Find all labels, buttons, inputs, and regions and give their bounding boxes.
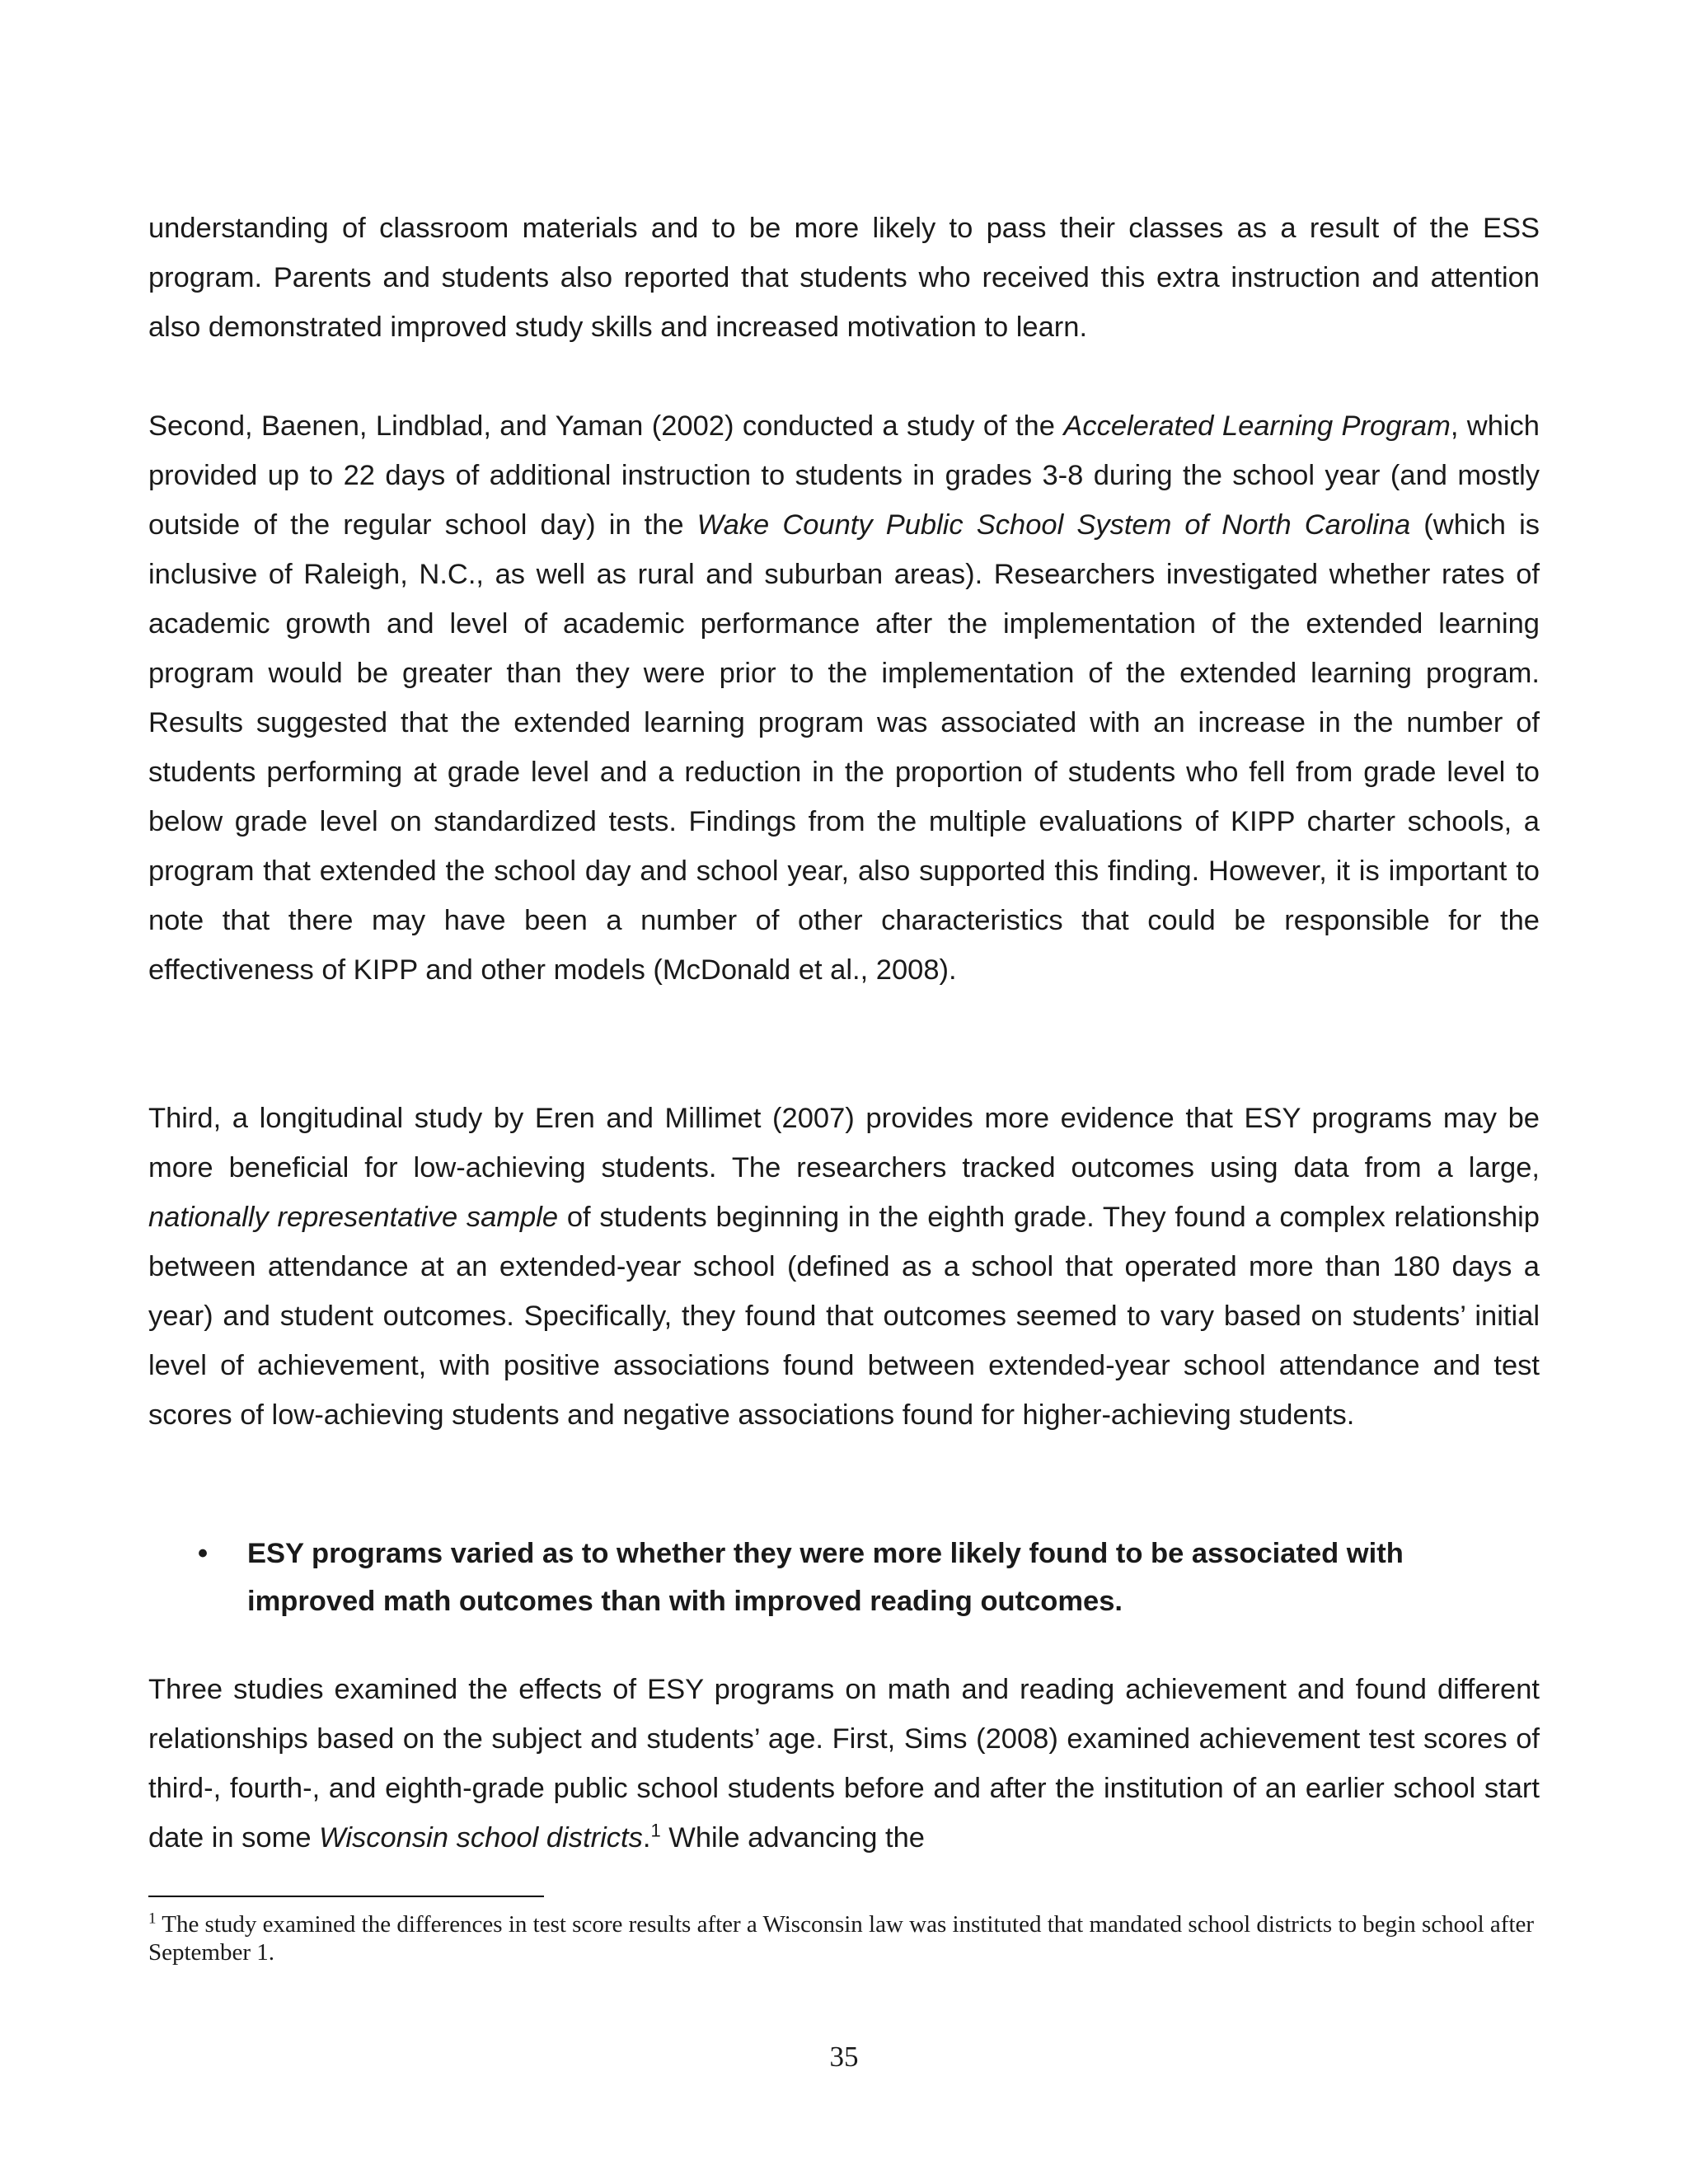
paragraph-text: , which provided up to 22 days of additional instruction to students in grades 3-8 during the school year (and mostly outside of the regular school day) in the xyxy=(148,410,1540,541)
paragraph-text: Three studies examined the effects of ESY programs on math and reading achievement and found different relationships based on the subject and students’ age. First, Sims (2008) examined achievement test scores of third-, fourth-, and eighth-grade public school students before and after the institution of an earlier school start date in some xyxy=(148,1674,1540,1854)
footnote-reference: 1 xyxy=(650,1820,661,1841)
footnote-marker: 1 xyxy=(148,1910,157,1928)
paragraph-text: understanding of classroom materials and to be more likely to pass their classes as a result of the ESS program. Parents and students also reported that students who received this extra instruction and attention also demonstrated improved study skills and increased motivation to learn. xyxy=(148,213,1540,343)
sample-description: nationally representative sample xyxy=(148,1202,559,1233)
school-system-name: Wake County Public School System of North Carolina xyxy=(696,509,1411,541)
footnote-divider xyxy=(148,1896,544,1897)
paragraph-text: Third, a longitudinal study by Eren and Millimet (2007) provides more evidence that ESY programs may be more beneficial for low-achieving students. The researchers tracked outcomes using data from a large, xyxy=(148,1103,1540,1183)
footnote-text: The study examined the differences in test score results after a Wisconsin law was instituted that mandated school districts to begin school after September 1. xyxy=(148,1911,1535,1966)
footnote xyxy=(148,1910,1541,1966)
district-name: Wisconsin school districts xyxy=(319,1822,643,1854)
paragraph-text: (which is inclusive of Raleigh, N.C., as well as rural and suburban areas). Researchers investigated whether rates of academic growth and level of academic performance after the implementation of the extended learning program would be greater than they were prior to the implementation of the extended learning program. Results suggested that the extended learning program was associated with an increase in the number of students performing at grade level and a reduction in the proportion of students who fell from grade level to below grade level on standardized tests. Findings from the multiple evaluations of KIPP charter schools, a program that extended the school day and school year, also supported this finding. However, it is important to note that there may have been a number of other characteristics that could be responsible for the effectiveness of KIPP and other models (McDonald et al., 2008). xyxy=(148,509,1540,986)
bullet-text: ESY programs varied as to whether they were more likely found to be associated with improved math outcomes than with improved reading outcomes. xyxy=(247,1538,1404,1617)
paragraph-text: of students beginning in the eighth grade. They found a complex relationship between attendance at an extended-year school (defined as a school that operated more than 180 days a year) and student outcomes. Specifically, they found that outcomes seemed to vary based on students’ initial level of achievement, with positive associations found between extended-year school attendance and test scores of low-achieving students and negative associations found for higher-achieving students. xyxy=(148,1202,1540,1431)
paragraph-ess-results xyxy=(148,204,1540,352)
paragraph-longitudinal-study xyxy=(148,1094,1540,1440)
paragraph-text: Second, Baenen, Lindblad, and Yaman (2002) conducted a study of the xyxy=(148,410,1064,442)
program-name: Accelerated Learning Program xyxy=(1063,410,1451,442)
page-number: 35 xyxy=(829,2041,859,2073)
paragraph-text: . xyxy=(642,1822,651,1854)
paragraph-text: While advancing the xyxy=(660,1822,925,1854)
paragraph-accelerated-learning xyxy=(148,401,1540,995)
paragraph-math-reading xyxy=(148,1665,1540,1863)
key-finding-bullet xyxy=(198,1530,1484,1625)
bullet-icon: • xyxy=(198,1538,209,1569)
